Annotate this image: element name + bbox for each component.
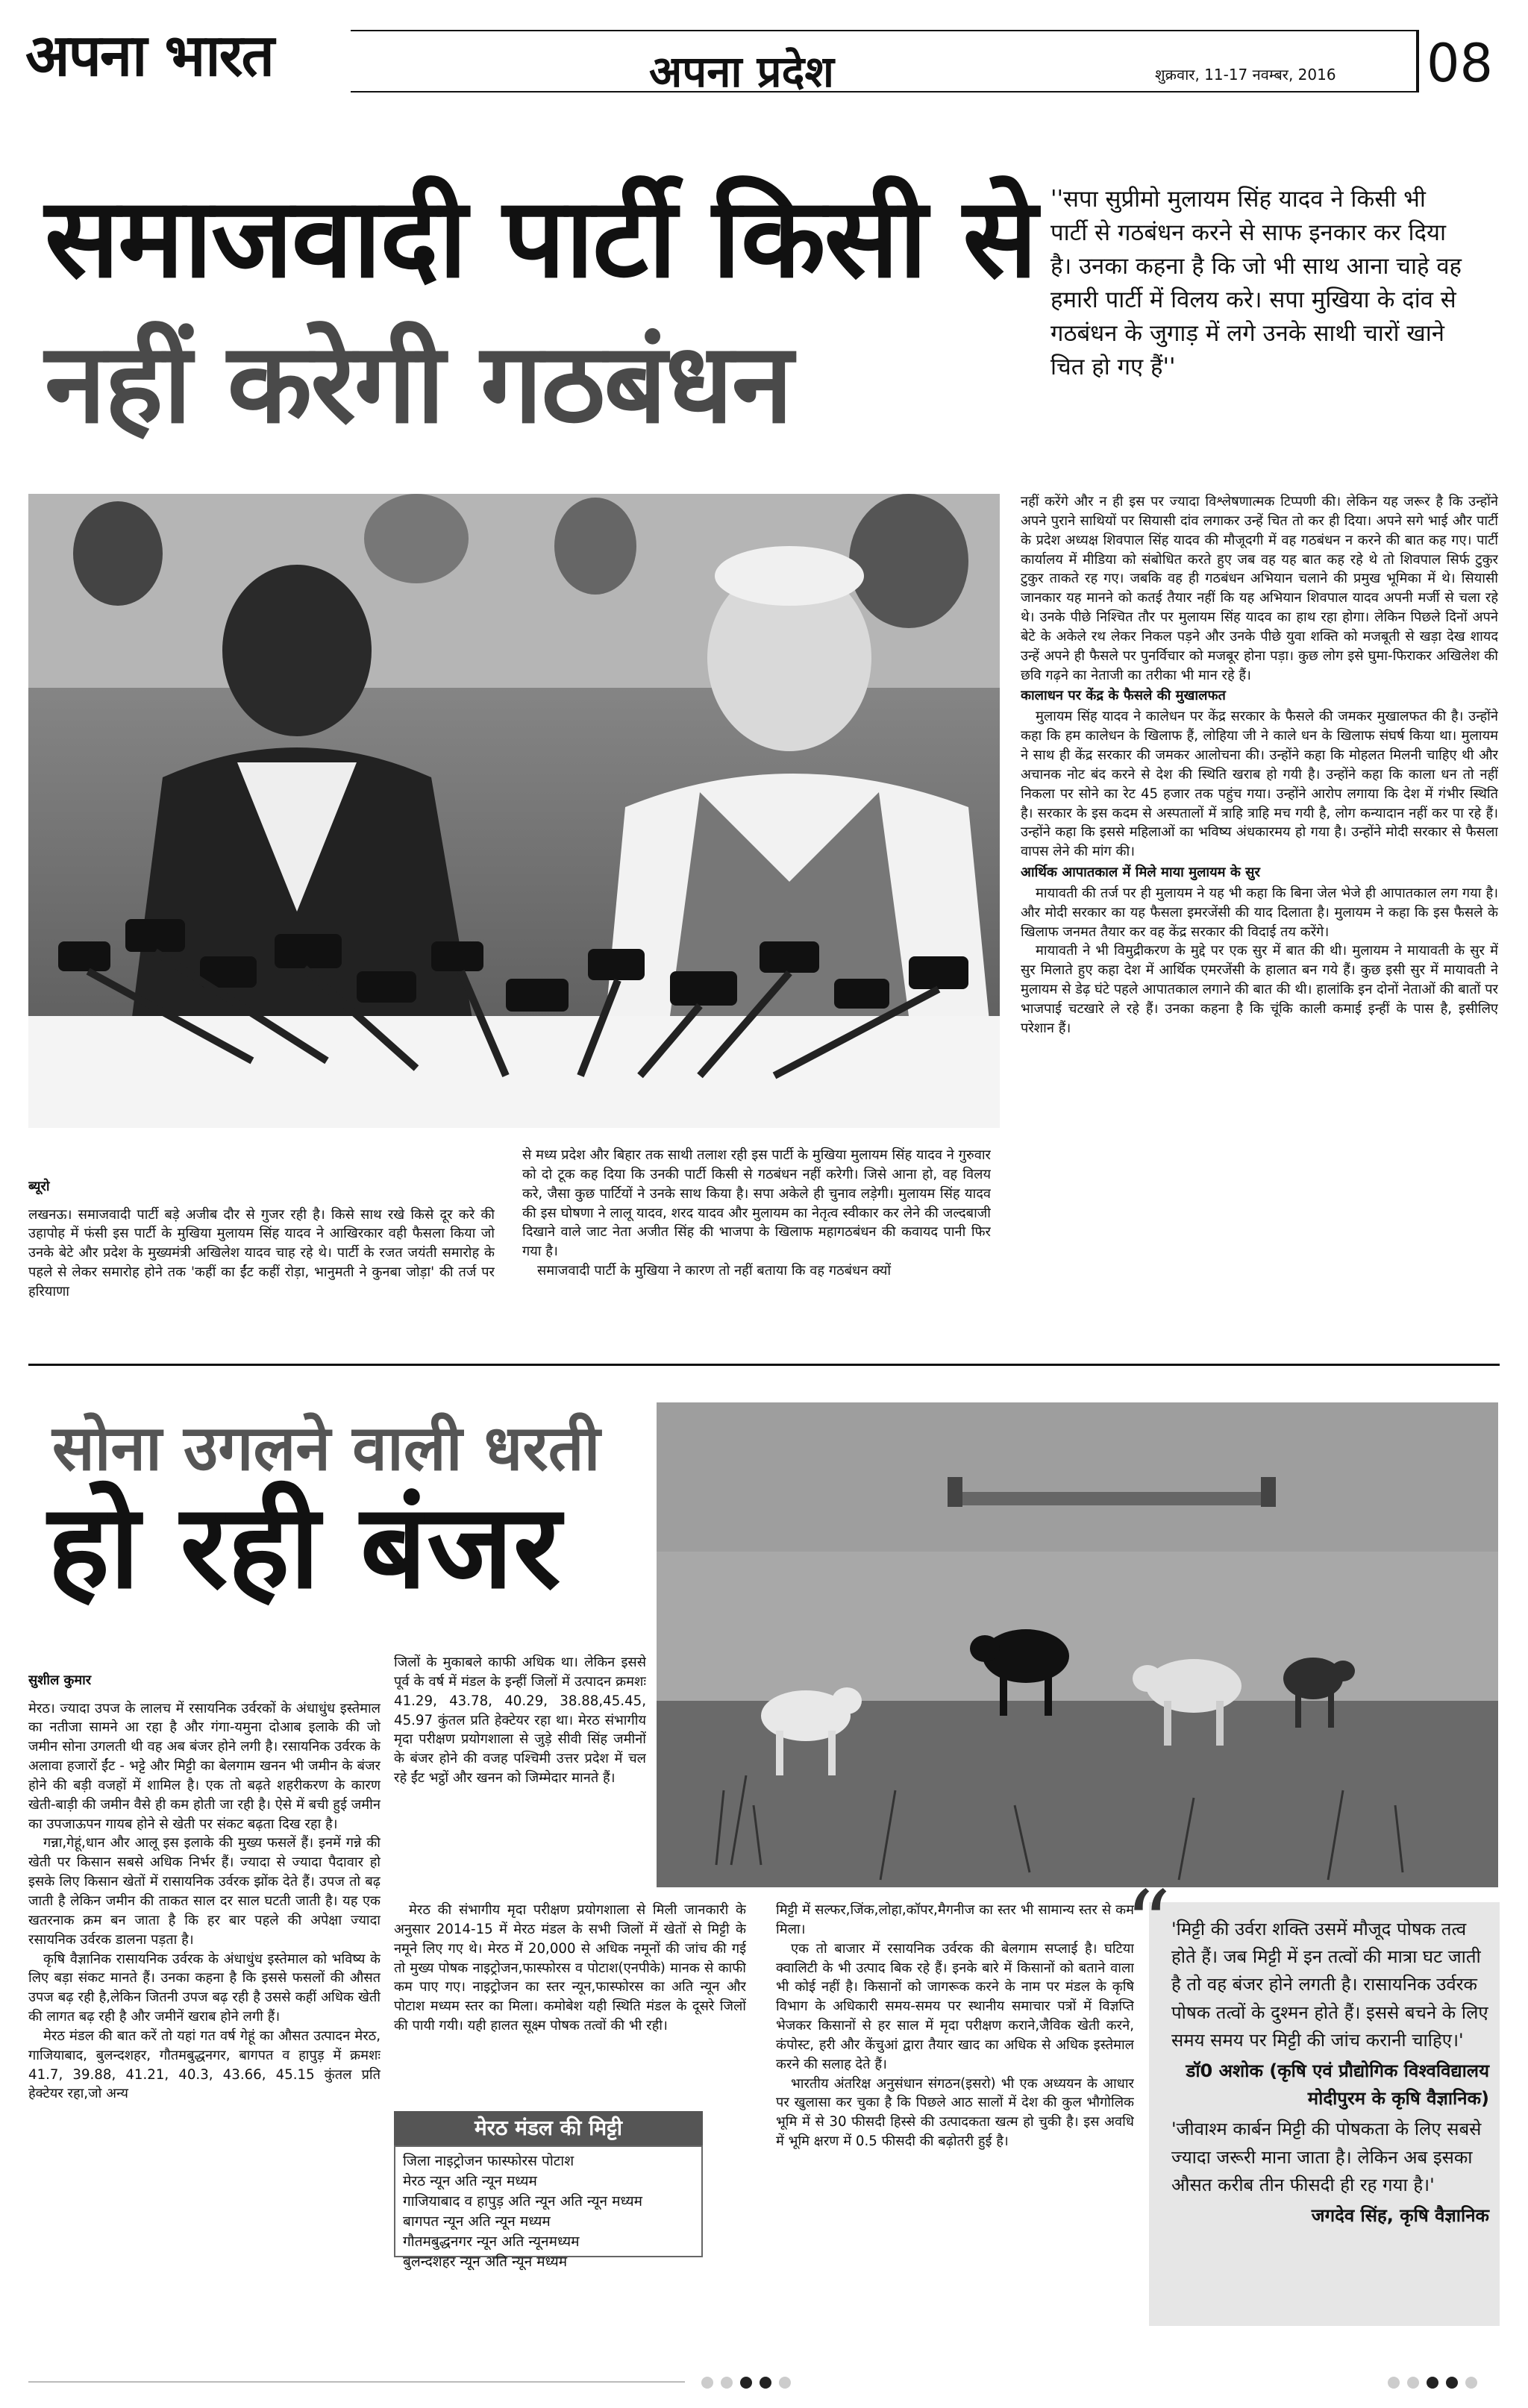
story-2-para-7: मिट्टी में सल्फर,जिंक,लोहा,कॉपर,मैगनीज का स्तर भी सामान्य स्तर से कम मिला। <box>776 1902 1134 1937</box>
soil-box-row: गाजियाबाद व हापुड़ अति न्यून अति न्यून मध्यम <box>403 2192 643 2210</box>
footer-rule <box>28 2381 685 2383</box>
story-2-column-2b <box>394 1901 746 2110</box>
footer-dot <box>1465 2377 1477 2389</box>
story-1-column-2 <box>522 1146 991 1352</box>
side-quote-2: 'जीवाश्म कार्बन मिट्टी की पोषकता के लिए सबसे ज्यादा जरूरी माना जाता है। लेकिन अब इसका औसत करीब तीन फीसदी ही रह गया है।' <box>1171 2119 1482 2195</box>
byline-1: ब्यूरो <box>28 1179 50 1194</box>
section-title: अपना प्रदेश <box>649 46 834 97</box>
story-1-para-7: मायावती ने भी विमुद्रीकरण के मुद्दे पर एक सुर में बात की थी। मुलायम ने मायावती के सुर में सुर मिलाते हुए कहा देश में आर्थिक एमरजेंसी के हालात बन गये हैं। कुछ इसी सुर में मायावती ने मुलायम से डेढ़ घंटे पहले आपातकाल लगाने की बात की थी। हालांकि इन दोनों नेताओं की बातों पर भाजपाई चटखारे ले रहे हैं। उनका कहना है कि चूंकि काली कमाई इन्हीं के पास है, इसीलिए परेशान हैं। <box>1021 943 1498 1036</box>
story-2-para-6: मेरठ की संभागीय मृदा परीक्षण प्रयोगशाला से मिली जानकारी के अनुसार 2014-15 में मेरठ मंडल के सभी जिलों में खेतों से मिट्टी के नमूने लिए गए थे। मेरठ में 20,000 से अधिक नमूनों की जांच की गई तो मुख्य पोषक नाइट्रोजन,फास्फोरस व पोटाश(एनपीके) मानक से काफी कम पाए गए। नाइट्रोजन का स्तर न्यून,फास्फोरस का अति न्यून और पोटाश मध्यम स्तर का मिला। कमोबेश यही स्थिति मंडल के दूसरे जिलों की पायी गयी। यही हालत सूक्ष्म पोषक तत्वों की भी रही। <box>394 1902 746 2034</box>
story-2-para-3: कृषि वैज्ञानिक रासायनिक उर्वरक के अंधाधुंध इस्तेमाल को भविष्य के लिए बड़ा संकट मानते हैं। उनका कहना है कि इससे फसलों की औसत उपज बढ़ रही है,लेकिन जितनी उपज बढ़ रही है उससे कहीं अधिक खेती की लागत बढ़ रही है और जमीनें खराब होने लगी हैं। <box>28 1951 381 2025</box>
dateline: शुक्रवार, 11-17 नवम्बर, 2016 <box>1155 66 1336 84</box>
story-2-para-8: एक तो बाजार में रसायनिक उर्वरक की बेलगाम सप्लाई है। घटिया क्वालिटी के भी उत्पाद बिक रहे हैं। इनके बारे में किसानों को बताने वाला भी कोई नहीं है। किसानों को जागरूक करने के नाम पर मंडल के कृषि विभाग के अधिकारी समय-समय पर स्थानीय समाचार पत्रों में विज्ञप्ति भेजकर किसानों से हर साल में मृदा परीक्षण कराने,जैविक खेती करने, कंपोस्ट, हरी और केंचुआं द्वारा तैयार खाद का अधिक से अधिक इस्तेमाल करने की सलाह देते हैं। <box>776 1940 1134 2072</box>
story-1-para-3: समाजवादी पार्टी के मुखिया ने कारण तो नहीं बताया कि वह गठबंधन क्यों <box>537 1263 892 1279</box>
cattle-barren-field-photo <box>657 1402 1498 1887</box>
footer-dot <box>1446 2377 1458 2389</box>
headline-1-line-1: समाजवादी पार्टी किसी से <box>45 174 1036 302</box>
soil-box-row: बुलन्दशहर न्यून अति न्यून मध्यम <box>403 2253 568 2270</box>
soil-box-row: गौतमबुद्धनगर न्यून अति न्यूनमध्यम <box>403 2233 580 2250</box>
story-2-column-2a <box>394 1653 646 1899</box>
side-quote-box <box>1149 1902 1500 2326</box>
story-2-column-1 <box>28 1671 381 2327</box>
story-1-para-6: मायावती की तर्ज पर ही मुलायम ने यह भी कहा कि बिना जेल भेजे ही आपातकाल लग गया है। और मोदी सरकार का यह फैसला इमरजेंसी की याद दिलाता है। मुलायम ने कहा कि इस फैसले के खिलाफ जनमत तैयार कर वह केंद्र सरकार की विदाई तय करेंगे। <box>1021 885 1498 940</box>
soil-box-row: जिला नाइट्रोजन फास्फोरस पोटाश <box>403 2153 574 2169</box>
quote-mark-icon: “ <box>1125 1872 1171 1976</box>
story-2-para-1: मेरठ। ज्यादा उपज के लालच में रसायनिक उर्वरकों के अंधाधुंध इस्तेमाल का नतीजा सामने आ रहा है और गंगा-यमुना दोआब इलाके की जो जमीन सोना उगलती थी वह अब बंजर होने लगी है। रसायनिक उर्वरक के अलावा हजारों ईंट - भट्टे और मिट्टी का बेलगाम खनन भी जमीन के बंजर होने की बड़ी वजहों में शामिल है। एक तो बढ़ते शहरीकरण के कारण खेती-बाड़ी की जमीन वैसे ही कम होती जा रही है। ऐसे में बची हुई जमीन का उपजाऊपन गायब होने से खेती पर संकट बढ़ता दिख रहा है। <box>28 1700 381 1832</box>
subhead-black-money: कालाधन पर केंद्र के फैसले की मुखालफत <box>1021 688 1226 704</box>
footer-dot <box>701 2377 713 2389</box>
story-1-para-4: नहीं करेंगे और न ही इस पर ज्यादा विश्लेषणात्मक टिप्पणी की। लेकिन यह जरूर है कि उन्होंने अपने पुराने साथियों पर सियासी दांव लगाकर उन्हें चित तो कर ही दिया। अपने सगे भाई और पार्टी के प्रदेश अध्यक्ष शिवपाल सिंह यादव की मौजूदगी में वह गठबंधन न करने की बात कह गए। पार्टी कार्यालय में मीडिया को संबोधित करते हुए जब वह यह बात कह रहे थे तो शिवपाल सिर्फ टुकुर टुकुर ताकते रह गए। जबकि वह ही गठबंधन अभियान चलाने की प्रमुख भूमिका में थे। सियासी जानकार यह मानने को कतई तैयार नहीं कि यह अभियान शिवपाल यादव अपनी मर्जी से चला रहे थे। उनके पीछे निश्चित तौर पर मुलायम सिंह यादव का हाथ रहा होगा। लेकिन पिछले दिनों अपने बेटे के अकेले रथ लेकर निकल पड़ने और उनके पीछे युवा शक्ति को मजबूती से खड़ा देख शायद उन्हें अपने ही फैसले पर पुनर्विचार को मजबूर होना पड़ा। कुछ लोग इसे घुमा-फिराकर अखिलेश की छवि गढ़ने का नेताजी का तरीका भी मान रहे हैं। <box>1021 494 1498 683</box>
headline-1-line-2: नहीं करेगी गठबंधन <box>45 319 792 448</box>
footer-dot <box>1388 2377 1400 2389</box>
story-1-para-2: से मध्य प्रदेश और बिहार तक साथी तलाश रही इस पार्टी के मुखिया मुलायम सिंह यादव ने गुरुवार को दो टूक कह दिया कि उनकी पार्टी किसी से गठबंधन नहीं करेगी। जिसे आना हो, वह विलय करे, जैसा कुछ पार्टियों ने उनके साथ किया है। सपा अकेले ही चुनाव लड़ेगी। मुलायम सिंह यादव की इस घोषणा ने लालू यादव, शरद यादव और मुलायम का नेतृत्व स्वीकार कर लेने की जल्दबाजी दिखाने वाले जाट नेता अजीत सिंह की भाजपा के खिलाफ महागठबंधन की कवायद पानी फिर गया है। <box>522 1147 991 1260</box>
side-quote-1: 'मिट्टी की उर्वरा शक्ति उसमें मौजूद पोषक तत्व होते हैं। जब मिट्टी में इन तत्वों की मात्रा घट जाती है तो वह बंजर होने लगती है। रासायनिक उर्वरक पोषक तत्वों के दुश्मन होते हैं। इससे बचने के लिए समय समय पर मिट्टी की जांच करानी चाहिए।' <box>1171 1919 1488 2051</box>
footer-dots-left <box>701 2377 791 2389</box>
header-rule-top <box>351 30 1418 31</box>
footer-dot <box>760 2377 771 2389</box>
footer-dots-right <box>1388 2377 1477 2389</box>
soil-box <box>394 2145 703 2270</box>
footer-dot <box>779 2377 791 2389</box>
story-2-column-3 <box>776 1901 1134 2326</box>
story-1-column-1 <box>28 1177 495 1349</box>
story-2-para-4: मेरठ मंडल की बात करें तो यहां गत वर्ष गेहूं का औसत उत्पादन मेरठ, गाजियाबाद, बुलन्दशहर, गौतमबुद्धनगर, बागपत व हापुड़ में क्रमशः 41.7, 39.88, 41.21, 40.3, 43.66, 45.15 कुंतल प्रति हेक्टेयर रहा,जो अन्य <box>28 2028 381 2102</box>
masthead: अपना भारत <box>25 22 273 90</box>
kicker-2: सोना उगलने वाली धरती <box>52 1411 601 1484</box>
side-quote-2-attribution: जगदेव सिंह, कृषि वैज्ञानिक <box>1311 2204 1489 2226</box>
footer-dot <box>1427 2377 1438 2389</box>
story-divider <box>28 1364 1500 1366</box>
page-divider <box>1416 30 1419 93</box>
soil-box-row: बागपत न्यून अति न्यून मध्यम <box>403 2213 551 2230</box>
story-1-para-5: मुलायम सिंह यादव ने कालेधन पर केंद्र सरकार के फैसले की जमकर मुखालफत की है। उन्होंने कहा कि हम कालेधन के खिलाफ हैं, लोहिया जी ने काले धन के खिलाफ संघर्ष किया था। मुलायम ने साथ ही केंद्र सरकार की जमकर आलोचना की। उन्होंने कहा कि मोहलत मिलनी चाहिए थी और अचानक नोट बंद करने से देश की स्थिति खराब हो गयी है। उन्होंने कहा कि काला धन तो नहीं निकला पर सोने का रेट 45 हजार तक पहुंच गया। उन्होंने आरोप लगाया कि देश में गंभीर स्थिति है। सरकार के इस कदम से अस्पतालों में त्राहि त्राहि मच गयी है, लोग कन्यादान नहीं कर पा रहे हैं। उन्होंने कहा कि इससे महिलाओं का भविष्य अंधकारमय हो गया है। उन्होंने मोदी सरकार से फैसला वापस लेने की मांग की। <box>1021 709 1498 860</box>
byline-2: सुशील कुमार <box>28 1672 92 1688</box>
headline-2: हो रही बंजर <box>48 1479 561 1614</box>
page-number: 08 <box>1427 33 1494 94</box>
footer-dot <box>740 2377 752 2389</box>
story-2-para-2: गन्ना,गेहूं,धान और आलू इस इलाके की मुख्य फसलें हैं। इनमें गन्ने की खेती पर किसान सबसे अधिक निर्भर हैं। ज्यादा से ज्यादा पैदावार हो इसके लिए किसान खेतों में रासायनिक उर्वरक झोंक देते हैं। उपज तो बढ़ जाती है लेकिन जमीन की ताकत साल दर साल घटती जाती है। यह एक खतरनाक क्रम बन जाता है कि हर बार पहले की अपेक्षा ज्यादा रसायनिक उर्वरक डालना पड़ता है। <box>28 1835 381 1948</box>
story-2-para-9: भारतीय अंतरिक्ष अनुसंधान संगठन(इसरो) भी एक अध्ययन के आधार पर खुलासा कर चुका है कि पिछले आठ सालों में देश की कुल भौगोलिक भूमि में से 30 फीसदी हिस्से की उत्पादकता खत्म हो चुकी है। इस अवधि में भूमि क्षरण में 0.5 फीसदी की बढ़ोतरी हुई है। <box>776 2075 1134 2150</box>
subhead-economic-emergency: आर्थिक आपातकाल में मिले माया मुलायम के सुर <box>1021 865 1260 881</box>
pull-quote-1: ''सपा सुप्रीमो मुलायम सिंह यादव ने किसी भी पार्टी से गठबंधन करने से साफ इनकार कर दिया है। उनका कहना है कि जो भी साथ आना चाहे वह हमारी पार्टी में विलय करे। सपा मुखिया के दांव से गठबंधन के जुगाड़ में लगे उनके साथी चारों खाने चित हो गए हैं'' <box>1050 186 1462 380</box>
footer-dot <box>721 2377 733 2389</box>
soil-box-row: मेरठ न्यून अति न्यून मध्यम <box>403 2172 537 2189</box>
footer-dot <box>1407 2377 1419 2389</box>
story-1-column-3 <box>1021 492 1498 1350</box>
header-rule-bottom <box>351 91 1418 93</box>
story-2-para-5: जिलों के मुकाबले काफी अधिक था। लेकिन इससे पूर्व के वर्ष में मंडल के इन्हीं जिलों में उत्पादन क्रमशः 41.29, 43.78, 40.29, 38.88,45.45, 45.97 कुंतल प्रति हेक्टेयर रहा था। मेरठ संभागीय मृदा परीक्षण प्रयोगशाला से जुड़े सीवी सिंह जमीनों के बंजर होने की वजह पश्चिमी उत्तर प्रदेश में चल रहे ईंट भट्ठों और खनन को जिम्मेदार मानते हैं। <box>394 1655 646 1787</box>
story-1-para-1: लखनऊ। समाजवादी पार्टी बड़े अजीब दौर से गुजर रही है। किसे साथ रखे किसे दूर करे की उहापोह में फंसी इस पार्टी के मुखिया मुलायम सिंह यादव ने आखिरकार वही फैसला किया जो उनके बेटे और प्रदेश के मुख्यमंत्री अखिलेश यादव चाह रहे थे। पार्टी के रजत जयंती समारोह के पहले से लेकर समारोह होने तक 'कहीं का ईंट कहीं रोड़ा, भानुमती ने कुनबा जोड़ा' की तर्ज पर हरियाणा <box>28 1206 495 1299</box>
news-microphones-photo <box>28 494 1000 1128</box>
side-quote-1-attribution: डॉ0 अशोक (कृषि एवं प्रौद्योगिक विश्वविद्यालय मोदीपुरम के कृषि वैज्ञानिक) <box>1186 2060 1489 2110</box>
soil-box-title: मेरठ मंडल की मिट्टी <box>394 2111 703 2145</box>
